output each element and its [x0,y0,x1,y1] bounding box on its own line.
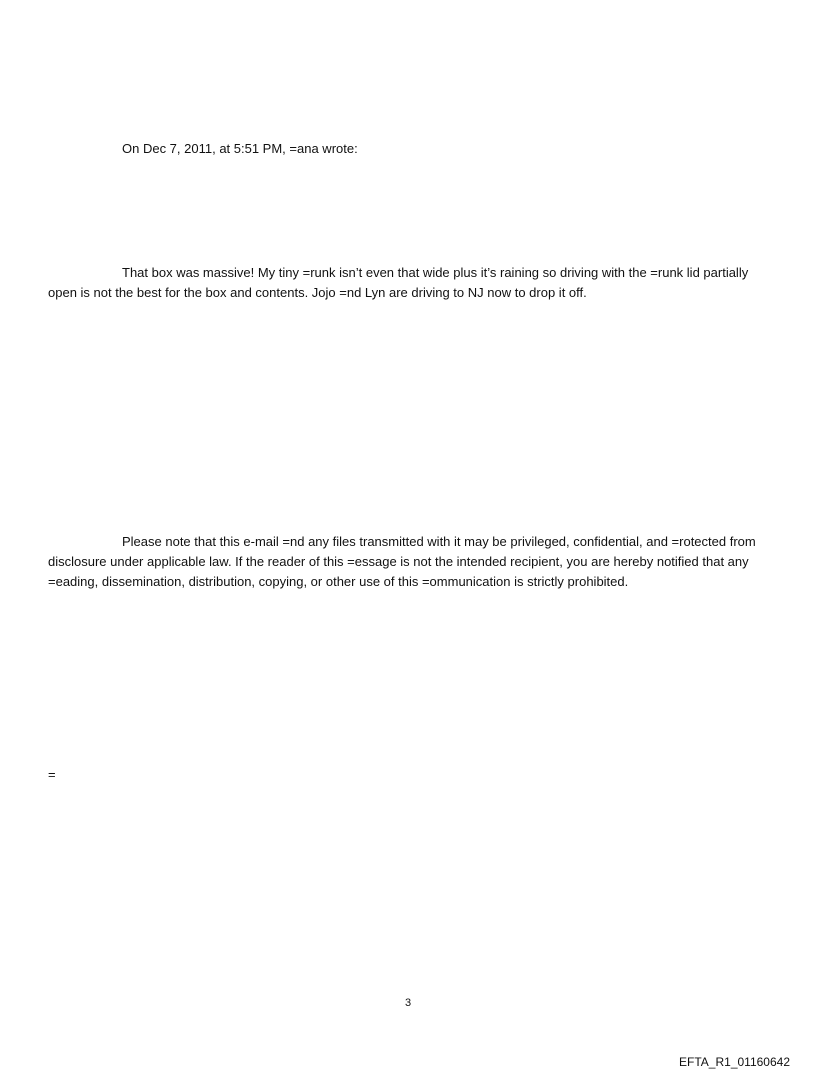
page-number: 3 [404,997,412,1009]
quote-header: On Dec 7, 2011, at 5:51 PM, =ana wrote: [122,141,358,156]
message-paragraph: That box was massive! My tiny =runk isn’t even that wide plus it’s raining so driving with the =runk lid partially open is not the best for the box and contents. Jojo =nd Lyn are driving to NJ now to drop it off. [48,265,749,300]
document-id: EFTA_R1_01160642 [679,1055,790,1069]
disclaimer-paragraph: Please note that this e-mail =nd any files transmitted with it may be privileged, confidential, and =rotected from disclosure under applicable law. If the reader of this =essage is not the intended recipient, you are hereby notified that any =eading, dissemination, distribution, copying, or other use of this =ommunication is strictly prohibited. [48,534,756,589]
trailing-mark: = [48,767,56,782]
